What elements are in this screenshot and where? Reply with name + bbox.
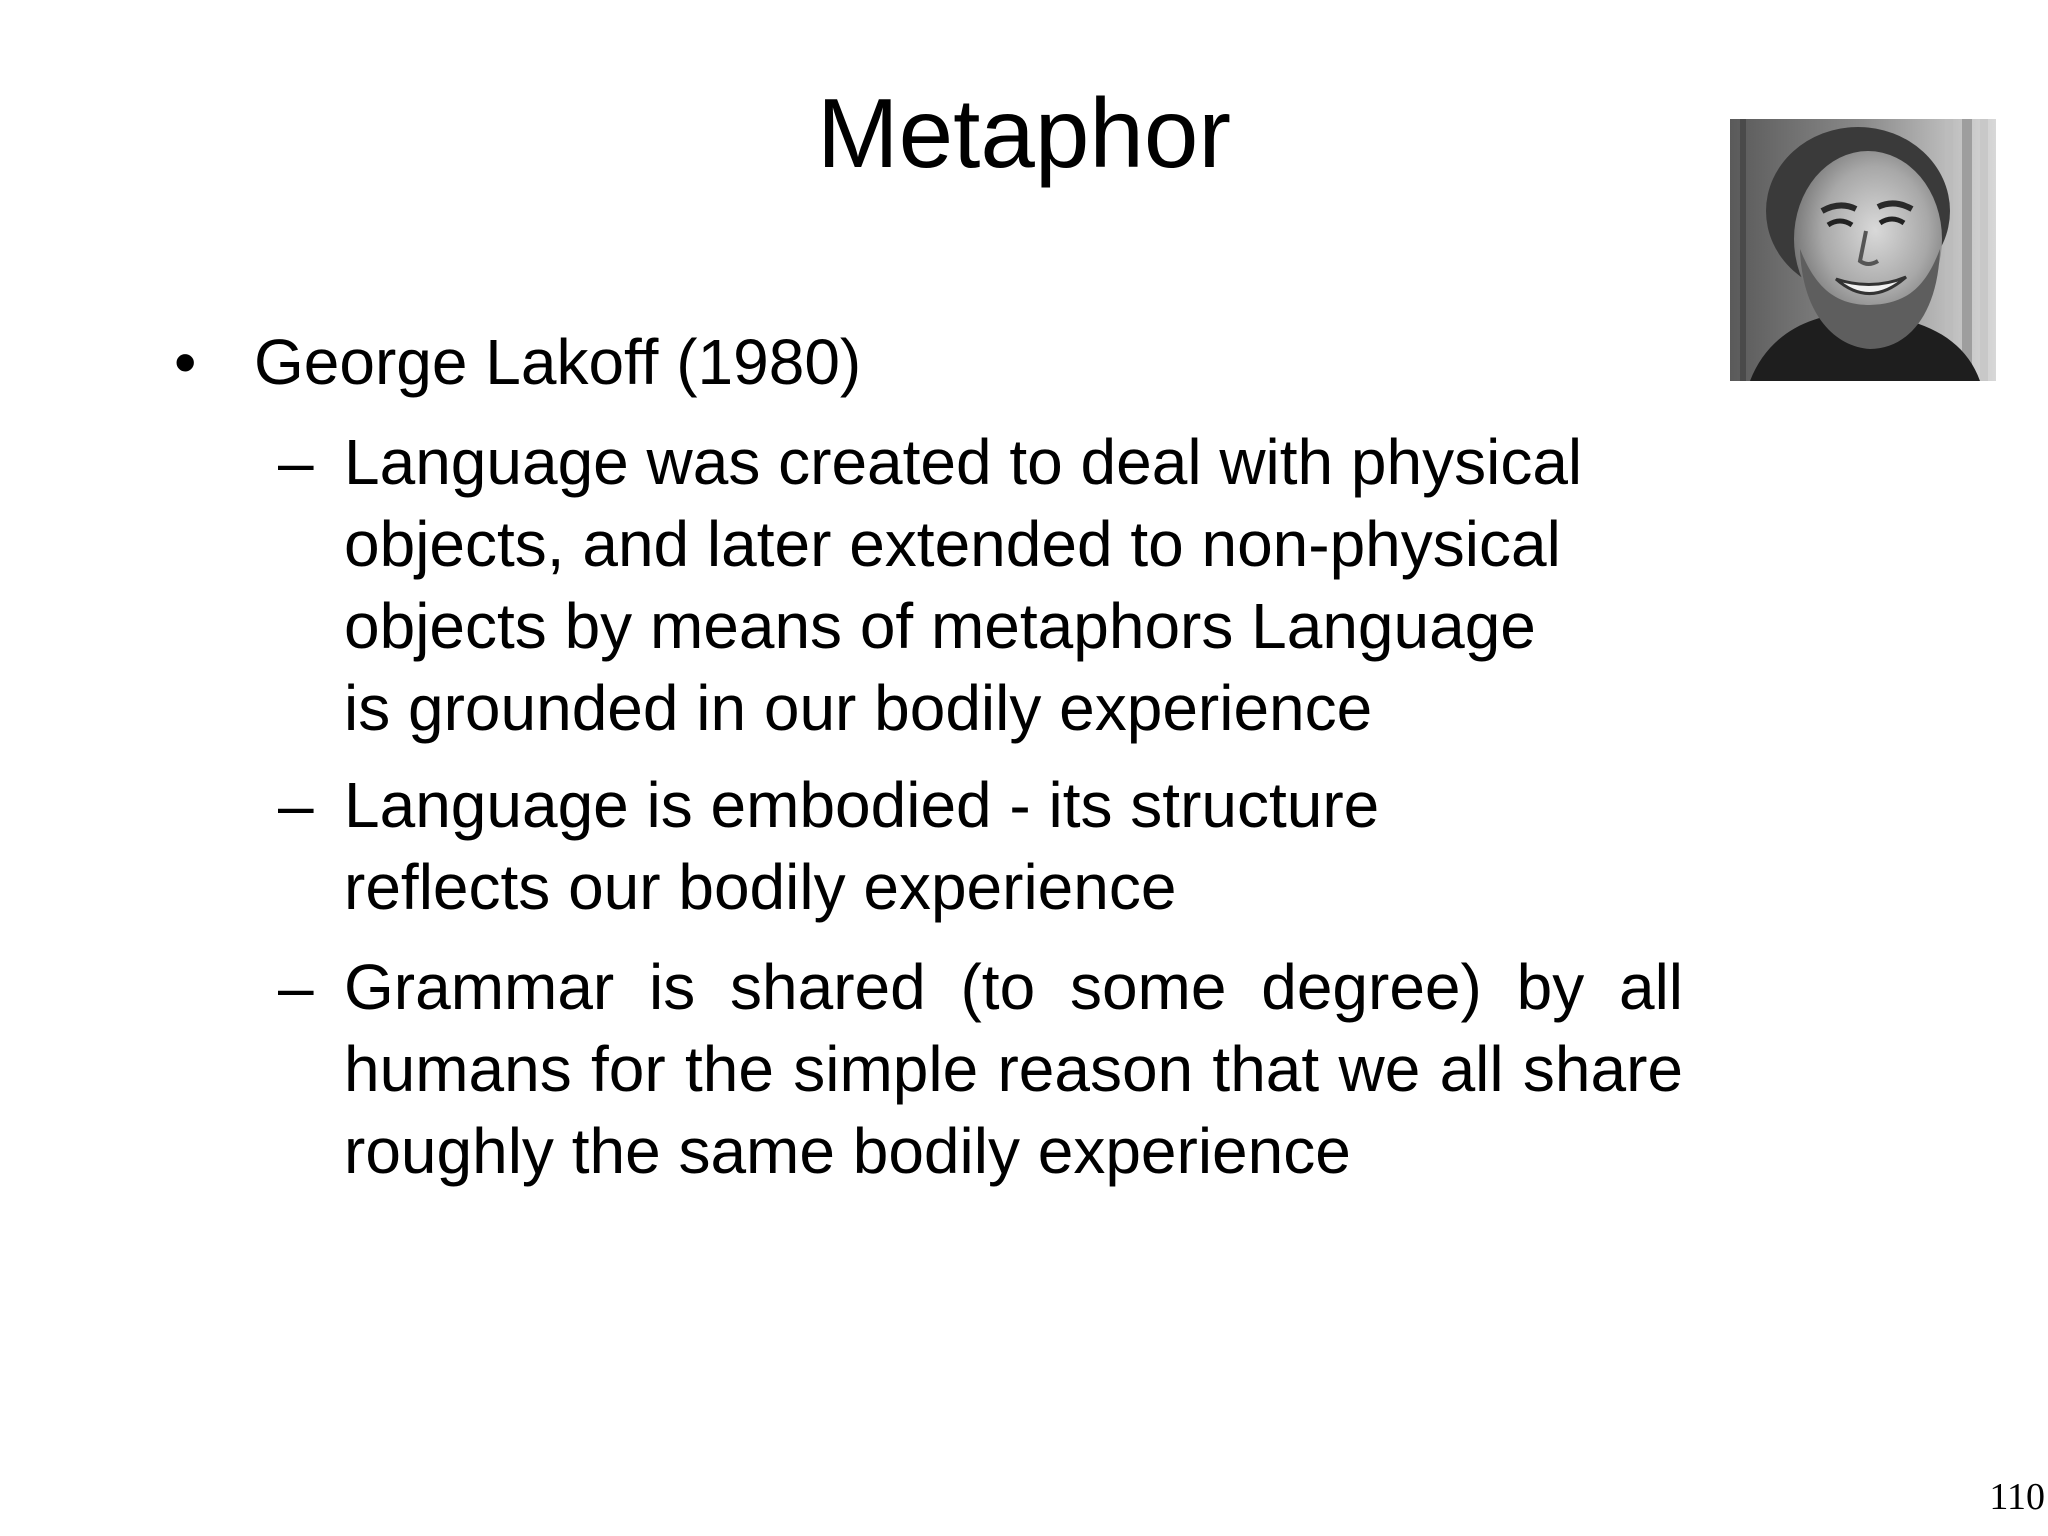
sub-bullet-language-embodied bbox=[278, 764, 1698, 934]
sub-bullet-dash: – bbox=[278, 426, 314, 498]
portrait-illustration bbox=[1730, 119, 1996, 381]
sub-bullet-dash: – bbox=[278, 769, 314, 841]
sub-bullet-dash: – bbox=[278, 951, 314, 1023]
sub-bullet-language-created bbox=[278, 421, 1698, 761]
portrait-photo bbox=[1730, 119, 1996, 381]
sub-bullet-text: Language was created to deal with physical objects, and later extended to non-physical objects by means of metaphors Language is grounded in our bodily experience bbox=[344, 426, 1583, 744]
bullet-mark: • bbox=[174, 326, 197, 398]
sub-bullet-text: Grammar is shared (to some degree) by all humans for the simple reason that we all share roughly the same bodily experience bbox=[344, 951, 1683, 1187]
sub-bullet-text: Language is embodied - its structure reflects our bodily experience bbox=[344, 769, 1380, 923]
sub-bullet-grammar-shared bbox=[278, 946, 1698, 1206]
bullet-text: George Lakoff (1980) bbox=[254, 326, 862, 398]
slide-title: Metaphor bbox=[816, 78, 1231, 188]
page-number: 110 bbox=[1989, 1476, 2045, 1518]
